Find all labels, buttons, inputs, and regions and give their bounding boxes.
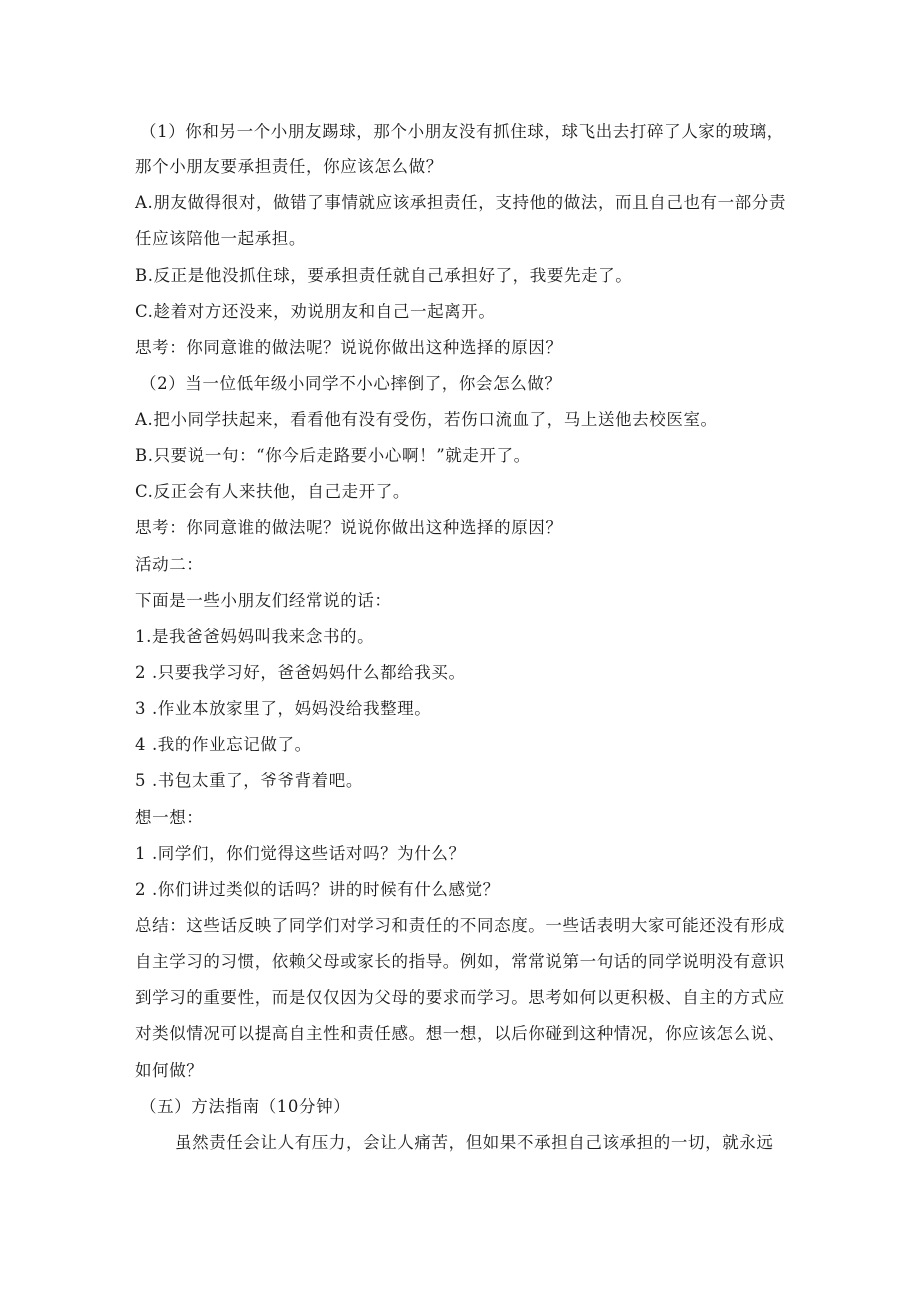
summary-line-3: 到学习的重要性，而是仅仅因为父母的要求而学习。思考如何以更积极、自主的方式应 xyxy=(135,988,785,1007)
summary-line-2: 自主学习的习惯，依赖父母或家长的指导。例如，常常说第一句话的同学说明没有意识 xyxy=(135,952,785,971)
summary-line-1: 总结：这些话反映了同学们对学习和责任的不同态度。一些话表明大家可能还没有形成 xyxy=(135,916,785,935)
reflection-2: 思考：你同意谁的做法呢？说说你做出这种选择的原因？ xyxy=(135,518,563,537)
question-2: （2）当一位低年级小同学不小心摔倒了，你会怎么做？ xyxy=(140,374,562,393)
option-a-2: A.把小同学扶起来，看看他有没有受伤，若伤口流血了，马上送他去校医室。 xyxy=(135,410,718,429)
think-question-2: 2 .你们讲过类似的话吗？讲的时候有什么感觉？ xyxy=(135,880,500,899)
option-c: C.趁着对方还没来，劝说朋友和自己一起离开。 xyxy=(135,302,496,321)
section-five-heading: （五）方法指南（10分钟） xyxy=(140,1097,351,1116)
saying-3: 3 .作业本放家里了，妈妈没给我整理。 xyxy=(135,699,432,718)
saying-5: 5 .书包太重了，爷爷背着吧。 xyxy=(135,771,363,790)
option-b: B.反正是他没抓住球，要承担责任就自己承担好了，我要先走了。 xyxy=(135,266,633,285)
saying-1: 1.是我爸爸妈妈叫我来念书的。 xyxy=(135,627,375,646)
sayings-intro: 下面是一些小朋友们经常说的话： xyxy=(135,591,392,610)
summary-line-5: 如何做？ xyxy=(135,1061,204,1080)
question-1-line-2: 那个小朋友要承担责任，你应该怎么做？ xyxy=(135,157,443,176)
option-a-line-1: A.朋友做得很对，做错了事情就应该承担责任，支持他的做法，而且自己也有一部分责 xyxy=(135,193,787,212)
activity-two-heading: 活动二： xyxy=(135,555,204,574)
method-guide-paragraph: 虽然责任会让人有压力，会让人痛苦，但如果不承担自己该承担的一切，就永远 xyxy=(175,1133,774,1152)
question-1-line-1: （1）你和另一个小朋友踢球，那个小朋友没有抓住球，球飞出去打碎了人家的玻璃， xyxy=(140,122,784,141)
reflection-1: 思考：你同意谁的做法呢？说说你做出这种选择的原因？ xyxy=(135,338,563,357)
think-question-1: 1 .同学们，你们觉得这些话对吗？为什么？ xyxy=(135,844,466,863)
option-a-line-2: 任应该陪他一起承担。 xyxy=(135,229,306,248)
saying-4: 4 .我的作业忘记做了。 xyxy=(135,735,312,754)
summary-line-4: 对类似情况可以提高自主性和责任感。想一想，以后你碰到这种情况，你应该怎么说、 xyxy=(135,1024,785,1043)
option-b-2: B.只要说一句：“你今后走路要小心啊！”就走开了。 xyxy=(135,446,531,465)
think-heading: 想一想： xyxy=(135,808,204,827)
option-c-2: C.反正会有人来扶他，自己走开了。 xyxy=(135,482,410,501)
saying-2: 2 .只要我学习好，爸爸妈妈什么都给我买。 xyxy=(135,663,466,682)
